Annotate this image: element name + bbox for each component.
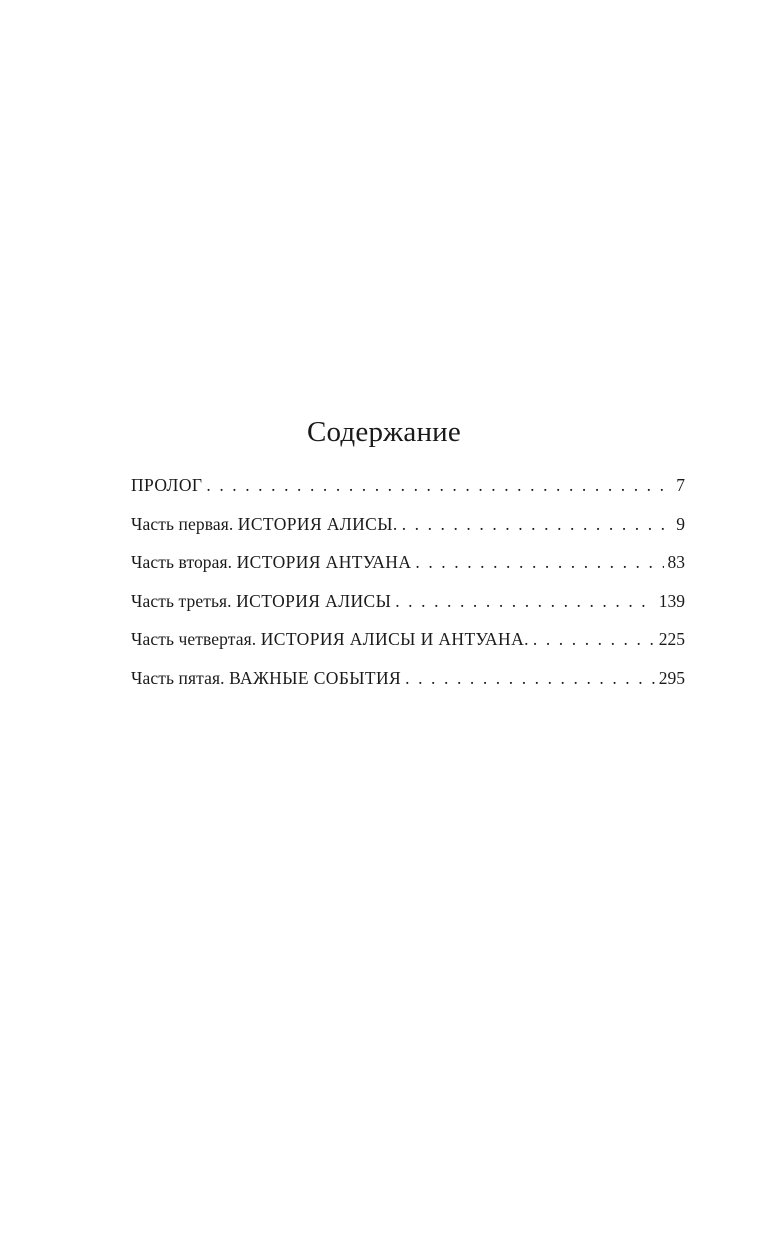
toc-entry-page-number: 9 (676, 513, 685, 534)
toc-entry-text (131, 659, 401, 698)
toc-entry-part-2 (131, 543, 685, 582)
toc-title: Содержание (307, 416, 461, 448)
toc-entry-page-number: 7 (676, 475, 685, 495)
toc-entry-heading: ИСТОРИЯ АЛИСЫ. (237, 513, 398, 534)
toc-entry-heading: ПРОЛОГ (131, 475, 203, 495)
dot-leader (398, 505, 673, 544)
toc-entry-part: Часть первая. (131, 513, 238, 534)
toc-entry-page-number: 225 (658, 629, 685, 650)
dot-leader (529, 620, 655, 659)
toc-entry-text (131, 543, 411, 582)
toc-entry-heading: ИСТОРИЯ АЛИСЫ И АНТУАНА. (260, 629, 529, 650)
dot-leader (202, 466, 672, 505)
toc-entry-text (131, 466, 202, 505)
toc-entry-part-3 (131, 582, 685, 621)
toc-entry-page-number: 295 (658, 667, 685, 688)
toc-entry-heading: ИСТОРИЯ АЛИСЫ (236, 590, 392, 611)
toc-entry-text (131, 620, 529, 659)
toc-entry-page-number: 83 (667, 552, 685, 573)
toc-entry-heading: ВАЖНЫЕ СОБЫТИЯ (229, 667, 402, 688)
toc-entry-part: Часть третья. (131, 590, 237, 611)
toc-entry-part: Часть четвертая. (131, 629, 261, 650)
dot-leader (391, 582, 655, 621)
table-of-contents (131, 466, 685, 698)
toc-entry-text (131, 582, 391, 621)
toc-entry-part: Часть пятая. (131, 667, 230, 688)
toc-entry-part-5 (131, 659, 685, 698)
dot-leader (401, 659, 655, 698)
dot-leader (411, 543, 663, 582)
toc-entry-text (131, 505, 398, 544)
toc-entry-heading: ИСТОРИЯ АНТУАНА (236, 552, 412, 573)
toc-entry-page-number: 139 (658, 590, 685, 611)
toc-entry-part-1 (131, 505, 685, 544)
toc-entry-part-4 (131, 620, 685, 659)
toc-entry-part: Часть вторая. (131, 552, 237, 573)
toc-entry-prologue (131, 466, 685, 505)
